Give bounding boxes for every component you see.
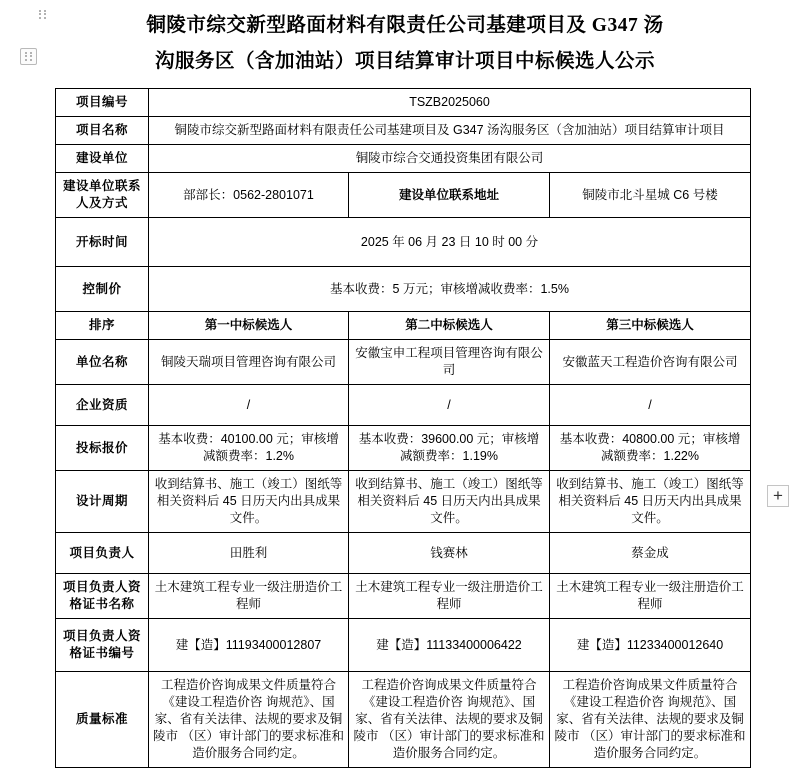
- table-row-manager: [56, 533, 751, 574]
- table-row-control-price: [56, 267, 751, 312]
- table-row-rank: [56, 312, 751, 340]
- row-label-contact: 建设单位联系人及方式: [56, 173, 149, 218]
- row-value-owner: 铜陵市综合交通投资集团有限公司: [149, 145, 751, 173]
- table-row-period: [56, 471, 751, 533]
- table-row-quality: [56, 672, 751, 768]
- quality-1: 工程造价咨询成果文件质量符合《建设工程造价咨 询规范》、国家、省有关法律、法规的要求及铜陵市 （区）审计部门的要求标准和造价服务合同约定。: [149, 672, 349, 768]
- table-row-qualification: [56, 385, 751, 426]
- row-label-control-price: 控制价: [56, 267, 149, 312]
- document-body: [55, 0, 755, 768]
- period-1: 收到结算书、施工（竣工）图纸等相关资料后 45 日历天内出具成果文件。: [149, 471, 349, 533]
- table-row-owner: [56, 145, 751, 173]
- drag-handle-icon-top[interactable]: [34, 6, 51, 23]
- table-row-bid-open: [56, 218, 751, 267]
- quality-3: 工程造价咨询成果文件质量符合《建设工程造价咨 询规范》、国家、省有关法律、法规的要求及铜陵市 （区）审计部门的要求标准和造价服务合同约定。: [550, 672, 751, 768]
- rank-header-3: 第三中标候选人: [550, 312, 751, 340]
- cert-name-1: 土木建筑工程专业一级注册造价工程师: [149, 574, 349, 619]
- quote-2: 基本收费：39600.00 元；审核增减额费率：1.19%: [349, 426, 550, 471]
- company-2: 安徽宝申工程项目管理咨询有限公司: [349, 340, 550, 385]
- quote-1: 基本收费：40100.00 元；审核增减额费率：1.2%: [149, 426, 349, 471]
- row-value-project-code: TSZB2025060: [149, 89, 751, 117]
- row-value-contact: 部部长：0562-2801071: [149, 173, 349, 218]
- row-label-company: 单位名称: [56, 340, 149, 385]
- row-label-rank: 排序: [56, 312, 149, 340]
- table-row-quote: [56, 426, 751, 471]
- period-3: 收到结算书、施工（竣工）图纸等相关资料后 45 日历天内出具成果文件。: [550, 471, 751, 533]
- row-label-owner: 建设单位: [56, 145, 149, 173]
- row-value-project-name: 铜陵市综交新型路面材料有限责任公司基建项目及 G347 汤沟服务区（含加油站）项目结算审计项目: [149, 117, 751, 145]
- page-title: [55, 0, 755, 86]
- table-row-cert-name: [56, 574, 751, 619]
- company-1: 铜陵天瑞项目管理咨询有限公司: [149, 340, 349, 385]
- table-row-cert-no: [56, 619, 751, 672]
- row-label-cert-name: 项目负责人资格证书名称: [56, 574, 149, 619]
- cert-name-3: 土木建筑工程专业一级注册造价工程师: [550, 574, 751, 619]
- page-title-line-2: 沟服务区（含加油站）项目结算审计项目中标候选人公示: [154, 51, 655, 72]
- left-rail: [0, 0, 42, 753]
- row-label-manager: 项目负责人: [56, 533, 149, 574]
- candidate-table: [55, 88, 751, 768]
- row-label-bid-open: 开标时间: [56, 218, 149, 267]
- period-2: 收到结算书、施工（竣工）图纸等相关资料后 45 日历天内出具成果文件。: [349, 471, 550, 533]
- cert-no-1: 建【造】11193400012807: [149, 619, 349, 672]
- quality-2: 工程造价咨询成果文件质量符合《建设工程造价咨 询规范》、国家、省有关法律、法规的要求及铜陵市 （区）审计部门的要求标准和造价服务合同约定。: [349, 672, 550, 768]
- row-label-qualification: 企业资质: [56, 385, 149, 426]
- manager-2: 钱赛林: [349, 533, 550, 574]
- row-label-address: 建设单位联系地址: [349, 173, 550, 218]
- table-row-contact: [56, 173, 751, 218]
- row-label-cert-no: 项目负责人资格证书编号: [56, 619, 149, 672]
- rank-header-2: 第二中标候选人: [349, 312, 550, 340]
- expand-button[interactable]: +: [767, 485, 789, 507]
- row-value-address: 铜陵市北斗星城 C6 号楼: [550, 173, 751, 218]
- company-3: 安徽蓝天工程造价咨询有限公司: [550, 340, 751, 385]
- row-label-quality: 质量标准: [56, 672, 149, 768]
- manager-1: 田胜利: [149, 533, 349, 574]
- row-value-bid-open: 2025 年 06 月 23 日 10 时 00 分: [149, 218, 751, 267]
- table-row-company: [56, 340, 751, 385]
- qualification-2: /: [349, 385, 550, 426]
- row-label-period: 设计周期: [56, 471, 149, 533]
- manager-3: 蔡金成: [550, 533, 751, 574]
- cert-no-3: 建【造】11233400012640: [550, 619, 751, 672]
- cert-no-2: 建【造】11133400006422: [349, 619, 550, 672]
- row-label-project-name: 项目名称: [56, 117, 149, 145]
- qualification-1: /: [149, 385, 349, 426]
- row-value-control-price: 基本收费：5 万元；审核增减收费率：1.5%: [149, 267, 751, 312]
- table-row-project-name: [56, 117, 751, 145]
- cert-name-2: 土木建筑工程专业一级注册造价工程师: [349, 574, 550, 619]
- row-label-quote: 投标报价: [56, 426, 149, 471]
- table-row-project-code: [56, 89, 751, 117]
- qualification-3: /: [550, 385, 751, 426]
- quote-3: 基本收费：40800.00 元；审核增减额费率：1.22%: [550, 426, 751, 471]
- drag-handle-icon-second[interactable]: [20, 48, 37, 65]
- row-label-project-code: 项目编号: [56, 89, 149, 117]
- page-title-line-1: 铜陵市综交新型路面材料有限责任公司基建项目及 G347 汤: [146, 15, 664, 36]
- rank-header-1: 第一中标候选人: [149, 312, 349, 340]
